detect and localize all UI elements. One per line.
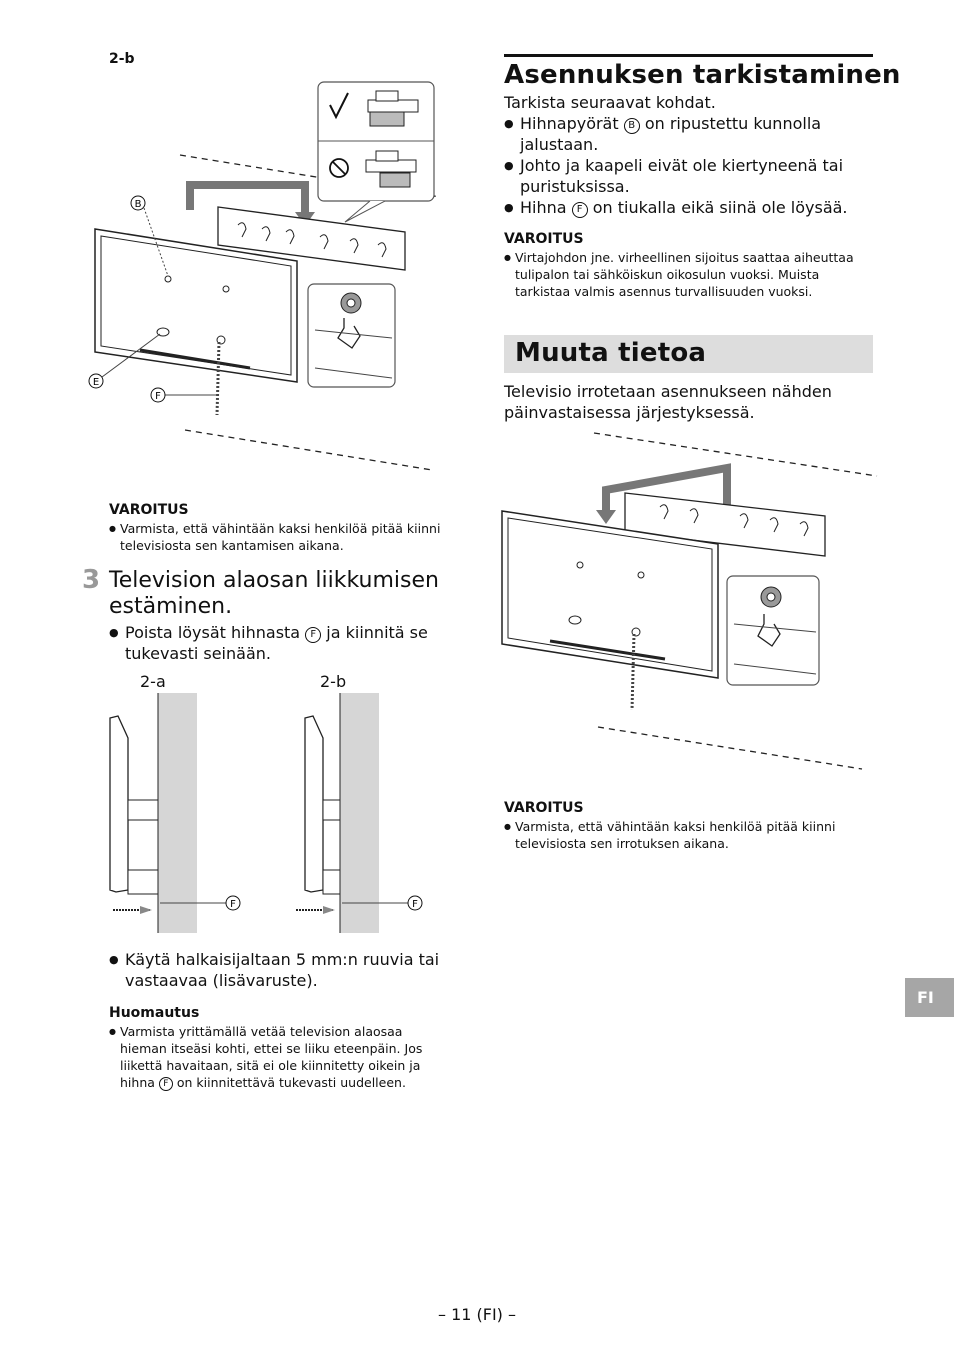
screw-note	[109, 949, 449, 991]
figure-label: 2-b	[109, 51, 135, 67]
warning-remove-text: ● Varmista, että vähintään kaksi henkilöä pitää kiinni televisiosta sen irrotuksen aikana.	[504, 818, 873, 852]
warning-title: VAROITUS	[109, 502, 189, 518]
heading-rule	[504, 54, 873, 57]
section-title-check: Asennuksen tarkistaminen	[504, 60, 901, 90]
check-item-2: ● Johto ja kaapeli eivät ole kiertyneenä tai puristuksissa.	[504, 155, 873, 197]
warning-text: ● Varmista, että vähintään kaksi henkilöä pitää kiinni televisiosta sen kantamisen aikana.	[109, 520, 449, 554]
note-post: on kiinnitettävä tukevasti uudelleen.	[176, 1075, 406, 1090]
page-number: – 11 (FI) –	[437, 1305, 517, 1324]
side-callout-f-a: F	[230, 899, 236, 910]
warning-remove	[504, 800, 873, 852]
note-box	[109, 1005, 449, 1091]
wall-mount-figure-2b	[85, 78, 450, 478]
side-label-a: 2-a	[140, 672, 166, 691]
more-info-intro: Televisio irrotetaan asennukseen nähden päinvastaisessa järjestyksessä.	[504, 382, 832, 422]
circle-b-letter: B	[624, 118, 640, 134]
removal-figure	[495, 428, 880, 773]
step-title: Television alaosan liikkumisen estäminen.	[109, 568, 439, 619]
check-item-1	[504, 113, 873, 155]
instr-pre: Poista löysät hihnasta	[125, 623, 301, 642]
check3-pre: Hihna	[520, 198, 567, 217]
step-instruction	[109, 622, 449, 664]
callout-e: E	[92, 377, 100, 388]
note-pre: Varmista yrittämällä vetää television alaosaa hieman itseäsi kohti, ettei se liiku eteenpäin. Jos liikettä havaitaan, sitä ei ole kiinnitetty oikein ja hihna	[120, 1024, 423, 1090]
circle-f-letter: F	[305, 627, 321, 643]
check-list	[504, 92, 873, 218]
side-label-b: 2-b	[320, 672, 347, 691]
callout-f: F	[155, 391, 161, 402]
note-circle-f: F	[159, 1077, 173, 1091]
language-tab: FI	[905, 978, 954, 1017]
note-title: Huomautus	[109, 1005, 200, 1021]
check1-pre: Hihnapyörät	[520, 114, 619, 133]
warning-remove-title: VAROITUS	[504, 800, 584, 816]
section-bar-more-info	[504, 335, 873, 373]
section-title-more-info: Muuta tietoa	[515, 338, 707, 368]
side-callout-f-b: F	[412, 899, 418, 910]
circle-f-letter-2: F	[572, 202, 588, 218]
check1-post: on ripustettu kunnolla jalustaan.	[520, 114, 822, 154]
check3-post: on tiukalla eikä siinä ole löysää.	[592, 198, 848, 217]
check-item-3	[504, 197, 873, 218]
warning-power-title: VAROITUS	[504, 231, 584, 247]
warning-power	[504, 231, 873, 300]
check-intro: Tarkista seuraavat kohdat.	[504, 93, 716, 112]
instr-post: ja kiinnitä se tukevasti seinään.	[125, 623, 428, 663]
screw-note-text: ● Käytä halkaisijaltaan 5 mm:n ruuvia tai vastaavaa (lisävaruste).	[109, 949, 449, 991]
step-number: 3	[82, 565, 101, 595]
side-view-figures	[100, 690, 440, 935]
callout-b: B	[134, 199, 142, 210]
warning-power-text: ● Virtajohdon jne. virheellinen sijoitus saattaa aiheuttaa tulipalon tai sähköiskun oikosulun vuoksi. Muista tarkistaa valmis asennus turvallisuuden vuoksi.	[504, 249, 873, 300]
warning-carry	[109, 502, 449, 554]
